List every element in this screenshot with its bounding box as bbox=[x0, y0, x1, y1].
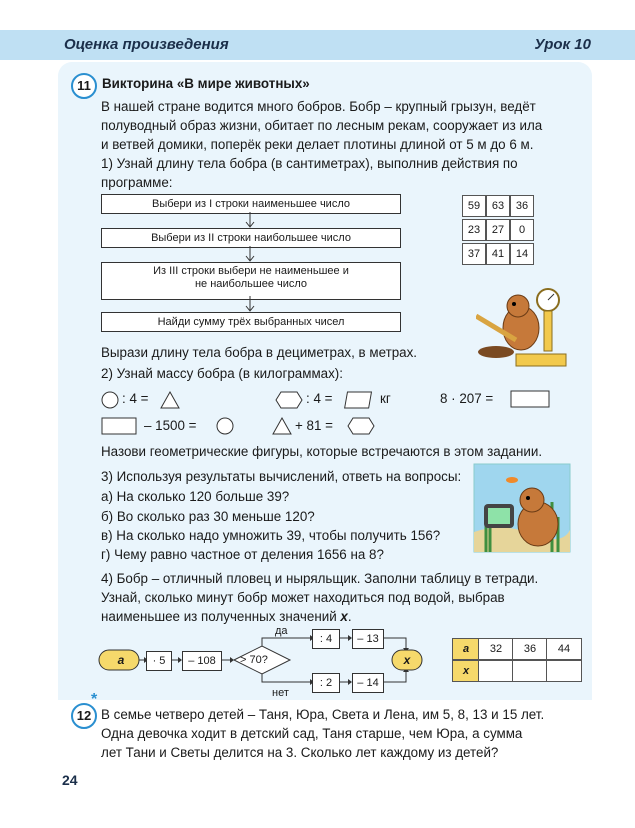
intro-line-1: В нашей стране водится много бобров. Бобр – крупный грызун, ведёт bbox=[101, 99, 536, 114]
eq-rectangle bbox=[510, 389, 550, 411]
q4-line-3-text: наименьшее из полученных значений bbox=[101, 609, 341, 624]
task-12-line-3: лет Тани и Светы делится на 3. Сколько лет каждому из детей? bbox=[101, 745, 499, 760]
flow-step-1: Выбери из I строки наименьшее число bbox=[101, 194, 401, 214]
task-12-star: * bbox=[91, 691, 98, 708]
q3-item-c: в) На сколько надо умножить 39, чтобы получить 156? bbox=[101, 528, 441, 543]
grid-cell: 0 bbox=[510, 219, 534, 241]
flow-step-2: Выбери из II строки наибольшее число bbox=[101, 228, 401, 248]
grid-cell: 59 bbox=[462, 195, 486, 217]
q3-text: 3) Используя результаты вычислений, ответь на вопросы: bbox=[101, 469, 462, 484]
table-header-cell: x bbox=[452, 660, 480, 682]
beaver-scale-illustration bbox=[476, 286, 568, 368]
shapes-question: Назови геометрические фигуры, которые встречаются в этом задании. bbox=[101, 444, 543, 459]
table-cell bbox=[512, 660, 548, 682]
lesson-label: Урок 10 bbox=[534, 36, 591, 53]
page-header bbox=[0, 30, 635, 60]
grid-cell: 41 bbox=[486, 243, 510, 265]
q4-line-3: наименьшее из полученных значений x. bbox=[101, 609, 352, 624]
q4-line-2: Узнай, сколько минут бобр может находиться под водой, выбрав bbox=[101, 590, 505, 605]
eq-mul: 8 · 207 = bbox=[440, 391, 494, 406]
task-11-title: Викторина «В мире животных» bbox=[102, 76, 310, 91]
eq-kg: кг bbox=[380, 391, 391, 406]
table-cell bbox=[546, 660, 582, 682]
scheme-condition: > 70? bbox=[240, 654, 268, 666]
q4-variable: x bbox=[340, 609, 348, 624]
table-header-cell: a bbox=[452, 638, 480, 660]
flow-step-3-line-1: Из III строки выбери не наименьшее и bbox=[153, 265, 349, 277]
scheme-a: a bbox=[117, 653, 125, 667]
table-cell bbox=[478, 660, 514, 682]
intro-line-3: и ветвей домики, поперёк реки делает плотины длиной от 5 м до 6 м. bbox=[101, 137, 534, 152]
beaver-aquarium-illustration bbox=[472, 462, 572, 554]
page-number: 24 bbox=[62, 772, 78, 788]
q4-line-1: 4) Бобр – отличный пловец и ныряльщик. Заполни таблицу в тетради. bbox=[101, 571, 539, 586]
scheme-x: x bbox=[403, 653, 411, 667]
q1-line-1: 1) Узнай длину тела бобра (в сантиметрах), выполнив действия по bbox=[101, 156, 518, 171]
grid-cell: 23 bbox=[462, 219, 486, 241]
q2-text: 2) Узнай массу бобра (в килограммах): bbox=[101, 366, 343, 381]
scheme-yes: да bbox=[275, 625, 288, 637]
section-title: Оценка произведения bbox=[64, 36, 229, 53]
grid-cell: 37 bbox=[462, 243, 486, 265]
q3-item-a: а) На сколько 120 больше 39? bbox=[101, 489, 290, 504]
task-12-line-1: В семье четверо детей – Таня, Юра, Света и Лена, им 5, 8, 13 и 15 лет. bbox=[101, 707, 545, 722]
scheme-op-div4: : 4 bbox=[312, 629, 340, 649]
flow-step-4: Найди сумму трёх выбранных чисел bbox=[101, 312, 401, 332]
express-text: Вырази длину тела бобра в дециметрах, в метрах. bbox=[101, 345, 418, 360]
grid-cell: 14 bbox=[510, 243, 534, 265]
intro-line-2: полуводный образ жизни, обитает по лесным рекам, сооружает из ила bbox=[101, 118, 543, 133]
q3-item-b: б) Во сколько раз 30 меньше 120? bbox=[101, 509, 315, 524]
flow-arrows bbox=[240, 212, 260, 312]
task-number-12: 12 bbox=[71, 703, 97, 729]
grid-cell: 63 bbox=[486, 195, 510, 217]
q1-line-2: программе: bbox=[101, 175, 173, 190]
task-number-11: 11 bbox=[71, 73, 97, 99]
flow-step-3-line-2: не наибольшее число bbox=[194, 278, 308, 290]
scheme-op-minus108: – 108 bbox=[182, 651, 222, 671]
eq-plus: + 81 = bbox=[295, 418, 333, 433]
scheme-op-minus13: – 13 bbox=[352, 629, 384, 649]
scheme-op-minus14: – 14 bbox=[352, 673, 384, 693]
scheme-no: нет bbox=[272, 687, 289, 699]
eq-div4-a: : 4 = bbox=[122, 391, 149, 406]
grid-cell: 36 bbox=[510, 195, 534, 217]
table-cell: 44 bbox=[546, 638, 582, 660]
grid-cell: 27 bbox=[486, 219, 510, 241]
scheme-op-div2: : 2 bbox=[312, 673, 340, 693]
table-cell: 36 bbox=[512, 638, 548, 660]
task-12-line-2: Одна девочка ходит в детский сад, Таня старше, чем Юра, а сумма bbox=[101, 726, 523, 741]
table-cell: 32 bbox=[478, 638, 514, 660]
eq-div4-b: : 4 = bbox=[306, 391, 333, 406]
eq-minus: – 1500 = bbox=[144, 418, 197, 433]
scheme-op-mul5: · 5 bbox=[146, 651, 172, 671]
q3-item-d: г) Чему равно частное от деления 1656 на 8? bbox=[101, 547, 384, 562]
